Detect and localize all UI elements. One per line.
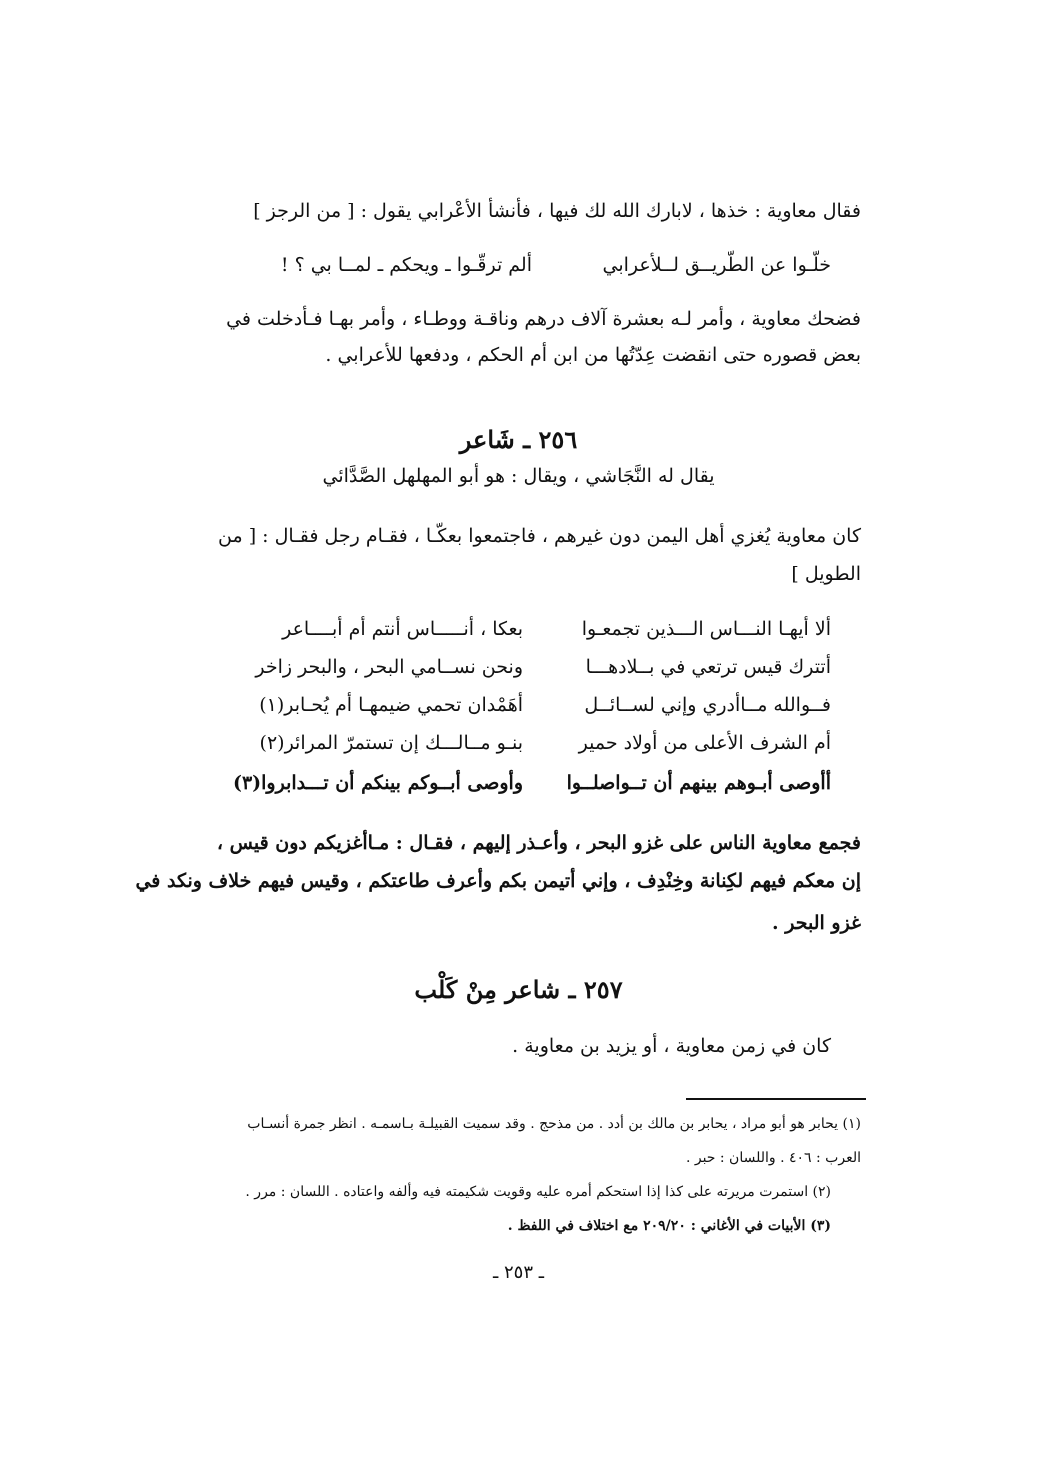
section-intro: كان في زمن معاوية ، أو يزيد بن معاوية . <box>512 1035 831 1057</box>
section-title: ٢٥٧ ـ شاعر مِنْ كَلْب <box>414 975 623 1004</box>
verse-right: أأوصى أبـوهم بينهم أن تــواصلــوا <box>566 772 831 794</box>
verse-left: أهَمْدان تحمي ضيمهـا أم يُحـابر(١) <box>259 694 523 716</box>
footnote: (٣) الأبيات في الأغاني : ٢٠٩/٢٠ مع اختلاف في اللفظ . <box>507 1218 831 1234</box>
footnote: (١) يحابر هو أبو مراد ، يحابر بن مالك بن أدد . من مذحج . وقد سميت القبيلـة بـاسمـه . انظر جمرة أنسـاب <box>247 1116 861 1132</box>
bold-paragraph-line: فجمع معاوية الناس على غزو البحر ، وأعـذر إليهم ، فقـال : مـاأغزيكم دون قيس ، <box>216 832 861 854</box>
section-title: ٢٥٦ ـ شَاعر <box>459 425 578 454</box>
verse-right: فــوالله مــاأدري وإني لســائــل <box>584 694 831 716</box>
verse-right: ألا أيهـا النـــاس الـــذين تجمعـوا <box>581 618 831 640</box>
intro-line: كان معاوية يُغزي أهل اليمن دون غيرهم ، فاجتمعوا بعكّـا ، فقـام رجل فقـال : [ من <box>218 525 861 547</box>
verse-hemistich-right: خلّـوا عن الطّريــق لــلأعرابي <box>602 254 831 276</box>
opening-line: فقال معاوية : خذها ، لابارك الله لك فيها ، فأنشأ الأعْرابي يقول : [ من الرجز ] <box>253 200 861 222</box>
footnote: العرب : ٤٠٦ . واللسان : حبر . <box>685 1150 861 1166</box>
verse-left: ونحن نســامي البحر ، والبحر زاخر <box>255 656 523 678</box>
intro-line: الطويل ] <box>791 563 861 585</box>
page-number: ـ ٢٥٣ ـ <box>492 1262 544 1283</box>
verse-left: وأوصى أبــوكم بينكم أن تـــدابروا(٣) <box>232 772 523 794</box>
footnote-divider <box>686 1098 866 1100</box>
verse-right: أتترك قيس ترتعي في بــلادهـــا <box>585 656 831 678</box>
footnote: (٢) استمرت مريرته على كذا إذا استحكم أمره عليه وقويت شكيمته فيه وألفه واعتاده . اللسان : مرر . <box>245 1184 831 1200</box>
paragraph-line: بعض قصوره حتى انقضت عِدّتُها من ابن أم الحكم ، ودفعها للأعرابي . <box>325 344 861 366</box>
verse-left: بعكا ، أنـــــاس أنتم أم أبــــاعر <box>282 618 523 640</box>
verse-left: بنـو مــالـــك إن تستمرّ المرائر(٢) <box>259 732 523 754</box>
verse-right: أم الشرف الأعلى من أولاد حمير <box>578 732 831 754</box>
verse-hemistich-left: ألم ترقّـوا ـ ويحكم ـ لمــا بي ؟ ! <box>280 254 532 276</box>
section-subtitle: يقال له النَّجَاشي ، ويقال : هو أبو المهلهل الصَّدَّائي <box>322 465 715 487</box>
bold-paragraph-line: غزو البحر . <box>772 912 861 934</box>
paragraph-line: فضحك معاوية ، وأمر لـه بعشرة آلاف درهم وناقـة ووطـاء ، وأمر بهـا فـأدخلت في <box>226 308 861 330</box>
bold-paragraph-line: إن معكم فيهم لكِنانة وخِنْدِف ، وإني أتيمن بكم وأعرف طاعتكم ، وقيس فيهم خلاف ونكد في <box>135 870 861 892</box>
